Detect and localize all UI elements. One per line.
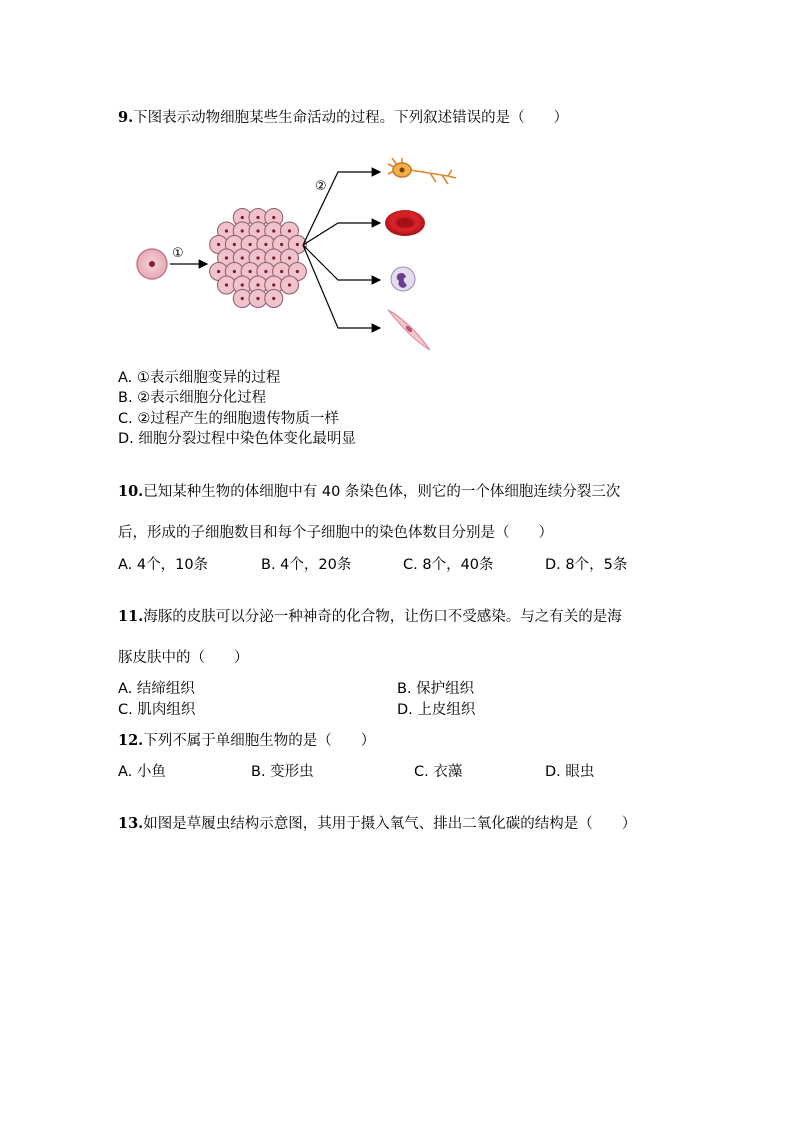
step1-label: ①	[172, 246, 184, 261]
step2-label: ②	[315, 179, 327, 194]
question-13-text: 如图是草履虫结构示意图，其用于摄入氧气、排出二氧化碳的结构是（ ）	[143, 816, 637, 832]
question-10-stem	[118, 482, 620, 502]
question-10-option-d[interactable]: D. 8个，5条	[545, 557, 628, 573]
question-10-number: 10.	[118, 483, 144, 500]
question-9-stem	[118, 108, 568, 128]
question-9-number: 9.	[118, 109, 134, 126]
question-9-option-c[interactable]: C. ②过程产生的细胞遗传物质一样	[118, 411, 339, 427]
question-10-text-line2: 后，形成的子细胞数目和每个子细胞中的染色体数目分别是（ ）	[118, 525, 553, 541]
question-10-option-b[interactable]: B. 4个，20条	[261, 557, 352, 573]
question-9-option-a[interactable]: A. ①表示细胞变异的过程	[118, 370, 281, 386]
question-12-option-c[interactable]: C. 衣藻	[414, 764, 463, 780]
question-12-number: 12.	[118, 732, 144, 749]
question-13-stem	[118, 814, 636, 834]
question-11-option-a[interactable]: A. 结缔组织	[118, 681, 195, 697]
question-11-option-d[interactable]: D. 上皮组织	[397, 702, 476, 718]
question-12-option-b[interactable]: B. 变形虫	[251, 764, 314, 780]
question-11-number: 11.	[118, 608, 144, 625]
question-9-option-d[interactable]: D. 细胞分裂过程中染色体变化最明显	[118, 431, 356, 447]
question-12-text: 下列不属于单细胞生物的是（ ）	[143, 733, 376, 749]
single-cell	[137, 249, 167, 279]
question-12-option-a[interactable]: A. 小鱼	[118, 764, 166, 780]
question-12-stem	[118, 731, 375, 751]
question-11-option-b[interactable]: B. 保护组织	[397, 681, 475, 697]
red-blood-cell-image	[385, 210, 425, 236]
question-11-option-c[interactable]: C. 肌肉组织	[118, 702, 196, 718]
question-11-text-line1: 海豚的皮肤可以分泌一种神奇的化合物，让伤口不受感染。与之有关的是海	[143, 609, 622, 625]
question-11-stem	[118, 607, 622, 627]
question-13-number: 13.	[118, 815, 144, 832]
question-11-text-line2: 豚皮肤中的（ ）	[118, 650, 249, 666]
question-12-option-d[interactable]: D. 眼虫	[545, 764, 595, 780]
cell-cluster	[210, 209, 307, 308]
question-9-option-b[interactable]: B. ②表示细胞分化过程	[118, 390, 267, 406]
cell-differentiation-figure	[130, 150, 460, 360]
nerve-cell-image	[388, 158, 456, 184]
question-9-text: 下图表示动物细胞某些生命活动的过程。下列叙述错误的是（ ）	[133, 110, 569, 126]
step2-arrows	[303, 172, 380, 328]
question-10-text-line1: 已知某种生物的体细胞中有 40 条染色体，则它的一个体细胞连续分裂三次	[143, 484, 621, 500]
question-10-option-a[interactable]: A. 4个，10条	[118, 557, 209, 573]
white-blood-cell-image	[391, 267, 415, 291]
question-10-option-c[interactable]: C. 8个，40条	[403, 557, 494, 573]
muscle-cell-image	[388, 310, 430, 350]
